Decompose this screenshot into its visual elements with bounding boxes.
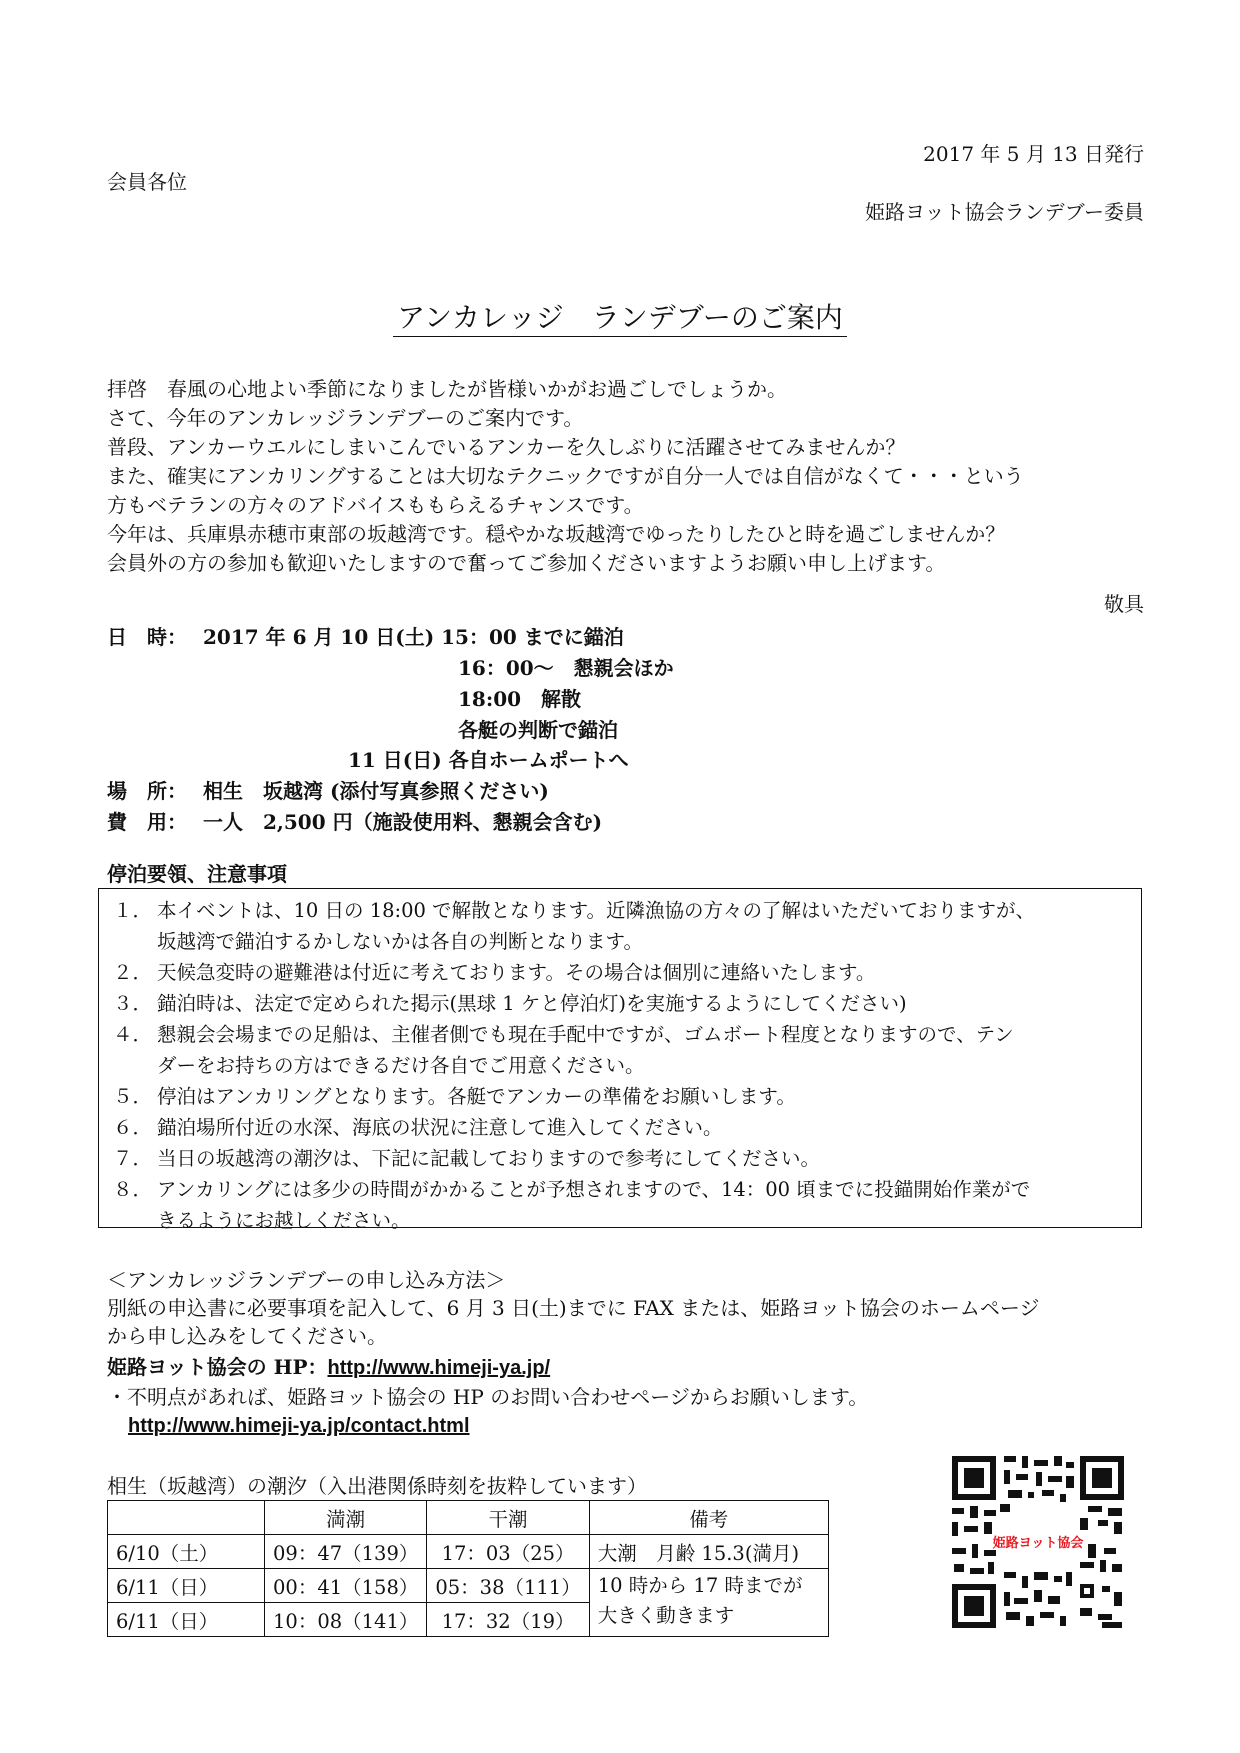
tide-low: 17：03（25） <box>427 1535 589 1569</box>
note-number: １． <box>113 899 153 922</box>
table-row <box>108 1535 829 1569</box>
note-text: 停泊はアンカリングとなります。各艇でアンカーの準備をお願いします。 <box>157 1085 796 1108</box>
hp-label: 姫路ヨット協会の HP： <box>107 1355 328 1379</box>
intro-line: 今年は、兵庫県赤穂市東部の坂越湾です。穏やかな坂越湾でゆったりしたひと時を過ごしませんか？ <box>107 522 1006 546</box>
note-text: 坂越湾で錨泊するかしないかは各自の判断となります。 <box>157 930 643 953</box>
contact-link[interactable] <box>128 1413 470 1438</box>
intro-line: 拝啓 春風の心地よい季節になりましたが皆様いかがお過ごしでしょうか。 <box>107 377 787 401</box>
place-value: 相生 坂越湾 (添付写真参照ください) <box>203 779 549 803</box>
tide-remark-line: 10 時から 17 時までが <box>597 1574 803 1597</box>
tide-date: 6/10（土） <box>108 1535 265 1569</box>
tide-date: 6/11（日） <box>108 1569 265 1603</box>
intro-line: 会員外の方の参加も歓迎いたしますので奮ってご参加くださいますようお願い申し上げます。 <box>107 551 946 575</box>
closing: 敬具 <box>1104 592 1144 616</box>
notes-box <box>98 888 1142 1232</box>
tide-date: 6/11（日） <box>108 1603 265 1637</box>
schedule-date-label: 日 時： <box>107 625 187 649</box>
tide-low: 05：38（111） <box>427 1569 589 1603</box>
place-label: 場 所： <box>107 779 187 803</box>
contact-link-text[interactable]: http://www.himeji-ya.jp/contact.html <box>128 1415 470 1437</box>
schedule-time-3: 18:00 解散 <box>458 687 582 711</box>
tide-header-high: 満潮 <box>265 1501 427 1535</box>
tide-high: 09：47（139） <box>265 1535 427 1569</box>
application-text: から申し込みをしてください。 <box>107 1324 387 1348</box>
note-number: ２． <box>113 961 153 984</box>
notes-heading: 停泊要領、注意事項 <box>107 862 287 886</box>
tide-header-date <box>108 1501 265 1535</box>
schedule-day-2: 11 日(日) 各自ホームポートへ <box>348 748 629 772</box>
schedule-date-value: 2017 年 6 月 10 日(土) 15：00 までに錨泊 <box>203 625 624 649</box>
tide-high: 10：08（141） <box>265 1603 427 1637</box>
tide-high: 00：41（158） <box>265 1569 427 1603</box>
application-text: 別紙の申込書に必要事項を記入して、6 月 3 日(土)までに FAX または、姫路ヨット協会のホームページ <box>107 1296 1040 1320</box>
tide-remark <box>589 1569 828 1637</box>
application-heading: ＜アンカレッジランデブーの申し込み方法＞ <box>107 1268 506 1292</box>
note-number: ５． <box>113 1085 153 1108</box>
qr-logo-text: 姫路ヨット協会 <box>992 1536 1084 1551</box>
contact-note: ・不明点があれば、姫路ヨット協会の HP のお問い合わせページからお願いします。 <box>107 1385 869 1409</box>
intro-line: さて、今年のアンカレッジランデブーのご案内です。 <box>107 406 584 430</box>
note-text: きるようにお越しください。 <box>157 1209 411 1232</box>
table-row <box>108 1569 829 1603</box>
note-text: 本イベントは、10 日の 18:00 で解散となります。近隣漁協の方々の了解はいただいておりますが、 <box>157 899 1036 922</box>
sender: 姫路ヨット協会ランデブー委員 <box>865 200 1144 224</box>
note-number: ６． <box>113 1116 153 1139</box>
tide-header-row <box>108 1501 829 1535</box>
intro-line: 普段、アンカーウエルにしまいこんでいるアンカーを久しぶりに活躍させてみませんか？ <box>107 435 906 459</box>
note-text: 錨泊場所付近の水深、海底の状況に注意して進入してください。 <box>157 1116 723 1139</box>
note-text: 当日の坂越湾の潮汐は、下記に記載しておりますので参考にしてください。 <box>157 1147 821 1170</box>
addressee: 会員各位 <box>107 170 187 194</box>
intro-line: 方もベテランの方々のアドバイスももらえるチャンスです。 <box>107 493 644 517</box>
intro-paragraph <box>107 375 1024 578</box>
document-title <box>0 296 1240 336</box>
hp-link[interactable]: http://www.himeji-ya.jp/ <box>327 1357 551 1379</box>
tide-remark-line: 大きく動きます <box>597 1604 735 1627</box>
schedule-time-2: 16：00～ 懇親会ほか <box>458 656 674 680</box>
schedule-time-4: 各艇の判断で錨泊 <box>458 718 618 742</box>
intro-line: また、確実にアンカリングすることは大切なテクニックですが自分一人では自信がなくて・・・という <box>107 464 1024 488</box>
note-text: 錨泊時は、法定で定められた掲示(黒球 1 ケと停泊灯)を実施するようにしてください) <box>157 992 907 1015</box>
tide-heading: 相生（坂越湾）の潮汐（入出港関係時刻を抜粋しています） <box>107 1474 647 1498</box>
tide-remark: 大潮 月齢 15.3(満月) <box>589 1535 828 1569</box>
title-text: アンカレッジ ランデブーのご案内 <box>393 301 847 337</box>
note-text: ダーをお持ちの方はできるだけ各自でご用意ください。 <box>157 1054 645 1077</box>
qr-code[interactable] <box>948 1452 1128 1632</box>
tide-header-low: 干潮 <box>427 1501 589 1535</box>
tide-table <box>107 1500 829 1637</box>
tide-low: 17：32（19） <box>427 1603 589 1637</box>
note-number: ４． <box>113 1023 153 1046</box>
issue-date: 2017 年 5 月 13 日発行 <box>923 142 1144 166</box>
hp-line <box>107 1351 550 1380</box>
note-text: 天候急変時の避難港は付近に考えております。その場合は個別に連絡いたします。 <box>157 961 876 984</box>
note-number: ８． <box>113 1178 153 1201</box>
note-number: ３． <box>113 992 153 1015</box>
note-text: 懇親会会場までの足船は、主催者側でも現在手配中ですが、ゴムボート程度となりますので、テン <box>157 1023 1014 1046</box>
fee-value: 一人 2,500 円（施設使用料、懇親会含む) <box>203 810 603 834</box>
tide-header-remarks: 備考 <box>589 1501 828 1535</box>
fee-label: 費 用： <box>107 810 187 834</box>
note-number: ７． <box>113 1147 153 1170</box>
note-text: アンカリングには多少の時間がかかることが予想されますので、14：00 頃までに投錨開始作業がで <box>157 1178 1031 1201</box>
